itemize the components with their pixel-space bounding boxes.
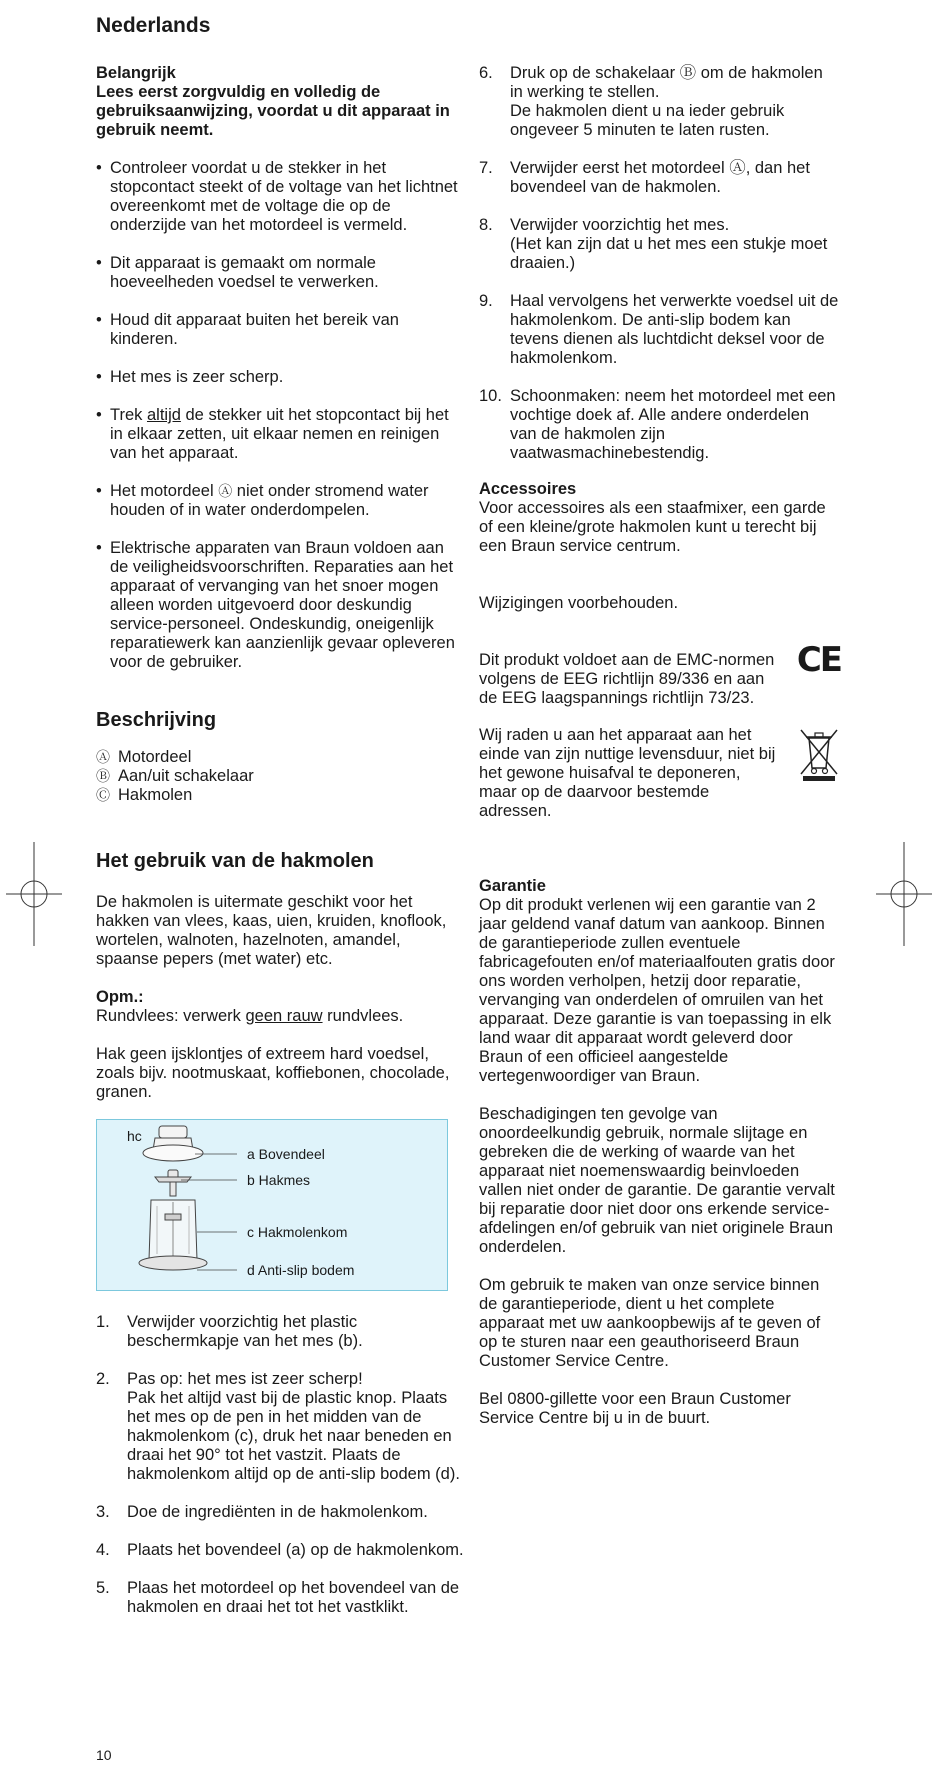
figure-tag: hc <box>127 1128 142 1144</box>
step-number: 6. <box>479 64 493 82</box>
chopper-figure <box>96 1119 448 1291</box>
step-text: Pak het altijd vast bij de plastic knop. Plaats het mes op de pen in het midden van de hakmolenkom (c), druk het naar beneden en draai het 90° tot het vastzit. Plaats de hakmolenkom altijd op de anti-slip bodem (d). <box>127 1389 460 1483</box>
list-item <box>96 1541 466 1560</box>
safety-bullets <box>96 159 466 672</box>
steps-left <box>96 1313 466 1617</box>
step-number: 9. <box>479 292 493 310</box>
list-item <box>96 406 466 463</box>
step-text: Plaas het motordeel op het bovendeel van de hakmolen en draai het tot het vastklikt. <box>127 1579 460 1616</box>
part-symbol: Ⓐ <box>96 749 110 765</box>
step-text: Druk op de schakelaar Ⓑ om de hakmolen in werking te stellen. <box>510 64 823 101</box>
step-text: Pas op: het mes ist zeer scherp! <box>127 1370 363 1388</box>
list-item <box>479 292 839 368</box>
figure-label-c: c Hakmolenkom <box>247 1224 348 1240</box>
step-text: Verwijder eerst het motordeel Ⓐ, dan het bovendeel van de hakmolen. <box>510 159 810 196</box>
guarantee-heading: Garantie <box>479 877 546 895</box>
usage-warning: Hak geen ijsklontjes of extreem hard voedsel, zoals bijv. nootmuskaat, koffiebonen, chocolade, granen. <box>96 1045 450 1101</box>
note-heading: Opm.: <box>96 988 144 1006</box>
guarantee-paragraph: Beschadigingen ten gevolge van onoordeelkundig gebruik, normale slijtage en gebreken die de werking of waarde van het apparaat niet noemenswaardig beinvloeden vallen niet onder de garantie. De garantie vervalt bij reparatie door niet door ons erkende service-afdelingen en/of gebruik van niet originele Braun onderdelen. <box>479 1105 835 1256</box>
note-text-pre: Rundvlees: verwerk <box>96 1007 246 1025</box>
list-item <box>479 64 839 140</box>
important-section <box>96 64 466 140</box>
circled-a-symbol: Ⓐ <box>218 483 233 499</box>
usage-note <box>96 988 466 1026</box>
step-text: Plaats het bovendeel (a) op de hakmolenkom. <box>127 1541 464 1559</box>
step-number: 5. <box>96 1579 110 1597</box>
list-item: • Het mes is zeer scherp. <box>96 368 466 387</box>
list-item: • Dit apparaat is gemaakt om normale hoeveelheden voedsel te verwerken. <box>96 254 466 292</box>
part-label: Motordeel <box>118 748 192 766</box>
figure-label-a: a Bovendeel <box>247 1146 325 1162</box>
step-text: Doe de ingrediënten in de hakmolenkom. <box>127 1503 428 1521</box>
list-item <box>96 1503 466 1522</box>
guarantee-paragraph: Bel 0800-gillette voor een Braun Customer Service Centre bij u in de buurt. <box>479 1390 791 1427</box>
step-text: (Het kan zijn dat u het mes een stukje moet draaien.) <box>510 235 828 272</box>
note-text-post: rundvlees. <box>322 1007 404 1025</box>
parts-list <box>96 748 466 805</box>
list-item <box>96 1313 466 1351</box>
emc-text: Dit produkt voldoet aan de EMC-normen volgens de EEG richtlijn 89/336 en aan de EEG laagspannings richtlijn 73/23. <box>479 651 775 707</box>
part-label: Hakmolen <box>118 786 193 804</box>
guarantee-section <box>479 877 839 1428</box>
list-item <box>96 1370 466 1484</box>
left-column <box>96 14 466 1636</box>
figure-label-d: d Anti-slip bodem <box>247 1262 355 1278</box>
important-lead: Lees eerst zorgvuldig en volledig de gebruiksaanwijzing, voordat u dit apparaat in gebruik neemt. <box>96 83 450 139</box>
list-item <box>96 482 466 520</box>
guarantee-paragraph: Om gebruik te maken van onze service binnen de garantieperiode, dient u het complete apparaat met uw aankoopbewijs af te geven of op te sturen naar een geauthoriseerd Braun Customer Service Centre. <box>479 1276 821 1370</box>
part-item <box>96 767 466 786</box>
step-number: 1. <box>96 1313 110 1331</box>
part-item <box>96 748 466 767</box>
bullet-text: Trek <box>110 406 147 424</box>
step-text: Verwijder voorzichtig het plastic beschermkapje van het mes (b). <box>127 1313 363 1350</box>
step-text: Verwijder voorzichtig het mes. <box>510 216 730 234</box>
registration-mark-left <box>6 842 62 946</box>
underlined-phrase: geen rauw <box>245 1007 323 1025</box>
figure-label-b: b Hakmes <box>247 1172 311 1188</box>
step-text: Haal vervolgens het verwerkte voedsel uit de hakmolenkom. De anti-slip bodem kan tevens dienen als luchtdicht deksel voor de hakmolenkom. <box>510 292 839 367</box>
description-heading: Beschrijving <box>96 709 217 731</box>
accessories-section <box>479 480 839 556</box>
registration-mark-right <box>876 842 932 946</box>
part-symbol: Ⓑ <box>96 768 110 784</box>
guarantee-paragraph: Op dit produkt verlenen wij een garantie van 2 jaar geldend vanaf datum van aankoop. Binnen de garantieperiode zullen eventuele fabricagefouten en/of materiaalfouten gratis door ons worden verholpen, hetzij door reparatie, vervanging van onderdelen of omruilen van het apparaat. Deze garantie is van toepassing in elk land waar dit apparaat wordt geleverd door Braun of een officieel aangestelde vertegenwoordiger van Braun. <box>479 896 835 1085</box>
language-heading: Nederlands <box>96 14 211 37</box>
list-item <box>479 387 839 463</box>
step-number: 2. <box>96 1370 110 1388</box>
step-text: Schoonmaken: neem het motordeel met een vochtige doek af. Alle andere onderdelen van de hakmolen zijn vaatwasmachinebestendig. <box>510 387 836 462</box>
right-column <box>479 64 839 1447</box>
list-item <box>479 159 839 197</box>
bullet-text: Het motordeel <box>110 482 219 500</box>
disposal-section <box>479 726 839 821</box>
list-item <box>479 216 839 273</box>
weee-bin-icon <box>797 726 841 782</box>
step-number: 8. <box>479 216 493 234</box>
part-symbol: Ⓒ <box>96 787 110 803</box>
step-number: 3. <box>96 1503 110 1521</box>
list-item: • Controleer voordat u de stekker in het stopcontact steekt of de voltage van het lichtnet overeenkomt met de voltage die op de onderzijde van het motordeel is vermeld. <box>96 159 466 235</box>
important-heading: Belangrijk <box>96 64 176 82</box>
list-item: • Elektrische apparaten van Braun voldoen aan de veiligheidsvoorschriften. Reparaties aan het apparaat of vervanging van het snoer mogen alleen worden uitgevoerd door deskundig service-personeel. Ondeskundig, oneigenlijk reparatiewerk kan aanzienlijk gevaar opleveren voor de gebruiker. <box>96 539 466 672</box>
list-item <box>96 1579 466 1617</box>
ce-mark-icon: CE <box>796 640 841 680</box>
accessories-heading: Accessoires <box>479 480 577 498</box>
bullet-text: niet onder stromend water houden of in water onderdompelen. <box>110 482 429 519</box>
step-number: 10. <box>479 387 502 405</box>
step-number: 4. <box>96 1541 110 1559</box>
list-item: • Houd dit apparaat buiten het bereik van kinderen. <box>96 311 466 349</box>
part-item <box>96 786 466 805</box>
emc-section <box>479 640 841 708</box>
disposal-text: Wij raden u aan het apparaat aan het einde van zijn nuttige levensduur, niet bij het gewone huisafval te deponeren, maar op de daarvoor bestemde adressen. <box>479 726 776 820</box>
usage-intro: De hakmolen is uitermate geschikt voor het hakken van vlees, kaas, uien, kruiden, knoflook, wortelen, walnoten, hazelnoten, amandel, spaanse pepers (met water) etc. <box>96 893 447 968</box>
changes-note: Wijzigingen voorbehouden. <box>479 594 679 612</box>
note-text <box>96 1007 466 1026</box>
underlined-word: altijd <box>146 406 181 424</box>
steps-right <box>479 64 839 463</box>
page-number: 10 <box>96 1747 112 1763</box>
part-label: Aan/uit schakelaar <box>118 767 254 785</box>
step-number: 7. <box>479 159 493 177</box>
bullet-text: de stekker uit het stopcontact bij het in elkaar zetten, uit elkaar nemen en reinigen van het apparaat. <box>110 406 449 462</box>
usage-heading: Het gebruik van de hakmolen <box>96 850 374 872</box>
accessories-text: Voor accessoires als een staafmixer, een garde of een kleine/grote hakmolen kunt u terecht bij een Braun service centrum. <box>479 499 826 555</box>
step-text: De hakmolen dient u na ieder gebruik ongeveer 5 minuten te laten rusten. <box>510 102 785 139</box>
